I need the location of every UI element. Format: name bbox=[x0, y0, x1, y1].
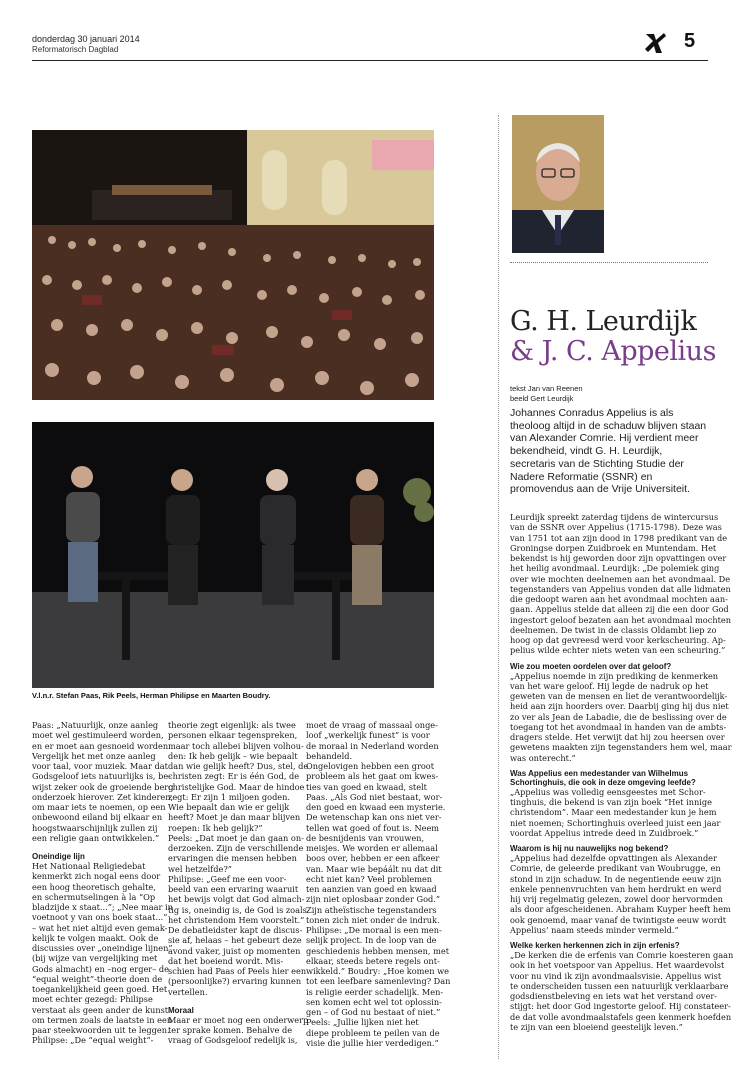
text-line: heid aan zijn hoorders over. Daarbij ging hij dus niet bbox=[510, 701, 729, 712]
text-line: Zijn atheïstische tegenstanders bbox=[306, 904, 437, 915]
text-line: die gedoopt waren aan het avondmaal mochten aan- bbox=[510, 594, 728, 604]
text-line: “equal weight”-theorie doen de bbox=[32, 973, 163, 984]
text-line: van. Maar wie bepáált nu dat dit bbox=[306, 863, 442, 874]
text-line: de besnijdenis van vrouwen, bbox=[306, 832, 425, 843]
text-line: Vergelijk het met onze aanleg bbox=[32, 750, 156, 761]
text-line: Godsgeloof iets natuurlijks is, be- bbox=[32, 771, 171, 782]
question-heading: Welke kerken herkennen zich in zijn erfenis? bbox=[510, 941, 680, 950]
text-line: ties van goed en kwaad, stelt bbox=[306, 781, 427, 792]
text-line: tonen zich niet onder de indruk. bbox=[306, 914, 440, 925]
text-line: bekendst is hij geworden door zijn opvattingen over bbox=[510, 553, 727, 563]
text-line: is religie eerder schadelijk. Men- bbox=[306, 986, 444, 997]
text-line: maar toch allebei blijven volhou- bbox=[168, 740, 304, 751]
text-line: paar steekwoorden uit te leggen. bbox=[32, 1025, 170, 1035]
text-line: Paas: „Natuurlijk, onze aanleg bbox=[32, 720, 159, 730]
text-line: van de SSNR over Appelius (1715-1798). Deze was bbox=[510, 522, 722, 533]
text-line: van 1751 tot aan zijn dood in 1798 predikant van de bbox=[510, 532, 728, 543]
text-line: ervaringen die mensen hebben bbox=[168, 853, 297, 864]
text-line: het bewijs volgt dat God almach- bbox=[168, 894, 305, 905]
text-line: tellen wat goed of fout is. Neem bbox=[306, 822, 440, 833]
text-line: sie af, helaas – het gebeurt deze bbox=[168, 935, 302, 946]
text-line: tig is, oneindig is, de God is zoals bbox=[168, 904, 307, 915]
text-line: kelijk te volgen maakt. Ook de bbox=[32, 932, 159, 943]
lead-paragraph: Johannes Conradus Appelius is als theoloog altijd in de schaduw blijven staan van Alexander Comrie. Hij verdient meer bekendheid, vindt G. H. Leurdijk, secretaris van de Stichting Studie der Nadere Reformatie (SSNR) en promovendus aan de Vrije Universiteit. bbox=[510, 407, 707, 496]
question-heading: Wie zou moeten oordelen over dat geloof? bbox=[510, 661, 672, 671]
text-line: gen – of God nu bestaat of niet.” bbox=[306, 1007, 441, 1017]
text-line: voordat Appelius intrede deed in Zuidbroek.” bbox=[510, 827, 699, 838]
text-line: over wie mochten deelnemen aan het avondmaal. De bbox=[510, 573, 731, 584]
article-column-right bbox=[510, 512, 734, 1032]
text-line: en er moet aan gesnoeid worden. bbox=[32, 740, 171, 751]
text-line: toegankelijkheid geen goed. Het bbox=[32, 984, 168, 994]
subheading: Moraal bbox=[168, 1005, 194, 1015]
text-line: „Appelius had dezelfde opvattingen als Alexander bbox=[510, 853, 717, 863]
photo-credit: beeld Gert Leurdijk bbox=[510, 394, 574, 403]
text-line: om termen zoals de laatste in een bbox=[32, 1014, 173, 1025]
text-line: een religie gaan ontwikkelen.” bbox=[32, 832, 160, 843]
publication-name: Reformatorisch Dagblad bbox=[32, 45, 119, 54]
portrait-photo bbox=[512, 115, 604, 253]
text-line: kenmerkt zich nogal eens door bbox=[32, 871, 161, 882]
text-line: – wat het niet altijd even gemak- bbox=[32, 922, 168, 933]
subheading: Oneindige lijn bbox=[32, 852, 85, 861]
text-line: als door afgescheidenen. Abraham Kuyper heeft hem bbox=[510, 904, 731, 915]
photo-caption: V.l.n.r. Stefan Paas, Rik Peels, Herman Philipse en Maarten Boudry. bbox=[32, 691, 271, 700]
text-line: christen zegt: Er is één God, de bbox=[168, 771, 300, 782]
text-line: stond in zijn schaduw. In de negentiende eeuw zijn bbox=[510, 873, 722, 884]
text-line: Paas. „Als God niet bestaat, wor- bbox=[306, 791, 443, 802]
text-line: voor taal, voor muziek. Maar dat bbox=[32, 761, 168, 771]
text-line: tinghuis, die bekend is van zijn boek “Het innige bbox=[510, 797, 712, 807]
article-column-1 bbox=[32, 720, 174, 1046]
text-line: ten aanzien van goed en kwaad bbox=[306, 884, 437, 894]
text-line: Comrie, de geleerde predikant van Woubrugge, en bbox=[510, 863, 721, 874]
text-line: ook genoemd, maar vanaf de twintigste eeuw wordt bbox=[510, 914, 727, 925]
text-line: hij vrij regelmatig gelezen, zowel door hervormden bbox=[510, 894, 723, 904]
headline-line-1: G. H. Leurdijk bbox=[510, 306, 697, 337]
text-line: roepen: Ik heb gelijk?” bbox=[168, 822, 263, 833]
text-line: gaan. Appelius stelde dat alleen zij die een door God bbox=[510, 604, 729, 615]
text-line: geschiedenis hebben mensen, met bbox=[306, 945, 450, 956]
text-line: sen komen echt wel tot oplossin- bbox=[306, 996, 442, 1007]
text-line: vraag of Godsgeloof redelijk is, bbox=[168, 1035, 298, 1046]
text-line: selijk project. In de loop van de bbox=[306, 935, 437, 946]
text-line: loof „werkelijk funest” is voor bbox=[306, 730, 430, 741]
text-line: Peels: „Dat moet je dan gaan on- bbox=[168, 832, 304, 843]
text-line: dat het boeiend wordt. Mis- bbox=[168, 955, 284, 966]
text-line: zijn niet oplosbaar zonder God.” bbox=[306, 894, 441, 905]
text-line: stijgt: het door God ingestorte geloof. Hij constateer- bbox=[510, 1001, 731, 1012]
text-line: beeld van een ervaring waaruit bbox=[168, 884, 299, 894]
article-column-3 bbox=[306, 720, 451, 1048]
text-line: De debatleidster kapt de discus- bbox=[168, 925, 303, 935]
text-line: het christendom Hem voorstelt.” bbox=[168, 914, 305, 925]
text-line: vertellen. bbox=[168, 986, 208, 997]
text-line: tot een leefbare samenleving? Dan bbox=[306, 976, 451, 987]
text-line: behandeld. bbox=[306, 750, 353, 761]
text-line: toegang tot het avondmaal in handen van de ambts- bbox=[510, 721, 727, 732]
text-line: de dat volle avondmaalstafels geen kenmerk hoefden bbox=[510, 1011, 732, 1022]
text-line: Peels: „Jullie lijken niet het bbox=[306, 1017, 419, 1028]
text-line: wel hetzelfde?” bbox=[168, 863, 232, 874]
text-line: onbewoond eiland bij elkaar en bbox=[32, 812, 163, 823]
question-heading: Was Appelius een medestander van Wilhelmus bbox=[510, 768, 689, 778]
text-line: onderzoek hierover. Zet kinderen, bbox=[32, 791, 174, 802]
headline-line-2: & J. C. Appelius bbox=[510, 336, 716, 367]
question-heading: Waarom is hij nu nauwelijks nog bekend? bbox=[510, 844, 669, 853]
text-line: elkaar, steeds betere regels ont- bbox=[306, 955, 440, 966]
text-line: verstaat als geen ander de kunst bbox=[32, 1004, 169, 1015]
text-line: te onderscheiden tussen een natuurlijk verklaarbare bbox=[510, 980, 729, 991]
text-line: Philipse: „Geef me een voor- bbox=[168, 873, 287, 884]
text-line: christelijke God. Maar de hindoe bbox=[168, 781, 305, 792]
text-line: gewetens maakten zijn tegenstanders hem wel, maar bbox=[510, 742, 732, 753]
header-rule bbox=[32, 60, 708, 61]
text-line: Het Nationaal Religiedebat bbox=[32, 861, 146, 871]
audience-photo-scene bbox=[32, 130, 434, 400]
text-line: moet wel gestimuleerd worden, bbox=[32, 730, 164, 741]
text-line: te zijn van een bloeiend geestelijk leven.” bbox=[510, 1021, 683, 1032]
text-line: visie die jullie hier verdedigen.” bbox=[306, 1037, 439, 1048]
text-line: zo ver als Jean de Labadie, die de beslissing over de bbox=[510, 711, 727, 722]
text-line: het heilig avondmaal. Leurdijk: „De polemiek ging bbox=[510, 563, 720, 574]
text-line: echt niet kan? Veel problemen bbox=[306, 873, 433, 884]
text-line: hoog op dat gevreesd werd voor kerkscheuring. Ap- bbox=[510, 635, 726, 645]
text-line: meisjes. We worden er allemaal bbox=[306, 843, 438, 853]
panel-photo-scene bbox=[32, 422, 434, 688]
portrait-scene bbox=[512, 115, 604, 253]
text-line: Philipse: „De “equal weight”- bbox=[32, 1035, 154, 1046]
text-line: was onterecht.” bbox=[510, 752, 576, 763]
text-line: boos over, hebben er een afkeer bbox=[306, 853, 440, 864]
text-line: wijst zeker ook de groeiende berg bbox=[32, 781, 174, 792]
text-line: pelius wilde echter niets weten van een scheuring.” bbox=[510, 645, 726, 656]
text-line: derzoeken. Zijn de verschillende bbox=[168, 843, 304, 853]
text-line: om maar iets te noemen, op een bbox=[32, 802, 166, 812]
panel-photo bbox=[32, 422, 434, 688]
text-line: tegenstanders van Appelius vonden dat alle lidmaten bbox=[510, 583, 731, 594]
text-line: (persoonlijke?) ervaring kunnen bbox=[168, 976, 302, 987]
text-line: avond vaker, juist op momenten bbox=[168, 945, 301, 956]
text-line: Philipse: „De moraal is een men- bbox=[306, 925, 442, 935]
text-line: „Appelius noemde in zijn prediking de kenmerken bbox=[510, 670, 719, 681]
text-line: Leurdijk spreekt zaterdag tijdens de wintercursus bbox=[510, 512, 719, 522]
text-line: niet noemen; Schortinghuis overleed juist een jaar bbox=[510, 817, 721, 828]
page-number: 5 bbox=[684, 30, 696, 52]
text-line: Groningse dorpen Zuidbroek en Muntendam. Het bbox=[510, 542, 717, 553]
text-line: deelnemen. De twist in de classis Oldambt liep zo bbox=[510, 624, 717, 635]
text-line: Appelius’ naam steeds minder vermeld.” bbox=[510, 924, 679, 935]
column-divider bbox=[498, 115, 499, 1059]
text-line: Gods almacht) en –nog erger– de bbox=[32, 963, 170, 974]
text-line: dragers stelde. Het verwijt dat hij zou heersen over bbox=[510, 732, 725, 742]
text-line: heeft? Moet je dan maar blijven bbox=[168, 812, 301, 823]
text-line: den goed en kwaad een mysterie. bbox=[306, 802, 446, 812]
text-line: personen elkaar tegenspreken, bbox=[168, 730, 298, 741]
text-line: enkele pennenvruchten van hem herdrukt en werd bbox=[510, 883, 722, 894]
text-line: „De kerken die de erfenis van Comrie koesteren gaan bbox=[510, 950, 734, 960]
text-line: theorie zegt eigenlijk: als twee bbox=[168, 720, 296, 730]
text-line: christendom”. Maar een medestander kun je hem bbox=[510, 807, 717, 818]
question-heading: Schortinghuis, die ook in deze omgeving leefde? bbox=[510, 777, 696, 787]
text-line: ingestort geloof bezaten aan het avondmaal mochten bbox=[510, 614, 732, 625]
newspaper-logo-icon bbox=[644, 32, 668, 54]
text-line: voetnoot y van ons boek staat...” bbox=[32, 912, 168, 923]
text-line: bladzijde x staat...”; „Nee maar in bbox=[32, 902, 173, 912]
text-line: diepe probleem te peilen van de bbox=[306, 1027, 440, 1038]
text-line: van het ware geloof. Hij legde de nadruk op het bbox=[510, 680, 709, 691]
text-line: dan wie gelijk heeft? Dus, stel, de bbox=[168, 761, 309, 771]
text-line: een hoog theoretisch gehalte, bbox=[32, 881, 156, 892]
text-line: voor nu vind ik zijn avondmaalsvisie. Appelius wist bbox=[510, 970, 722, 981]
dotted-rule bbox=[510, 262, 708, 263]
text-line: zegt: Er zijn 1 miljoen goden. bbox=[168, 791, 291, 802]
text-line: schien had Paas of Peels hier een bbox=[168, 966, 307, 976]
text-line: Wie bepaalt dan wie er gelijk bbox=[168, 802, 290, 812]
text-line: moet echter gezegd: Philipse bbox=[32, 994, 153, 1005]
audience-photo bbox=[32, 130, 434, 400]
text-line: godsdienstbeleving en iets wat het verstand over- bbox=[510, 991, 718, 1001]
text-line: de moraal in Nederland worden bbox=[306, 740, 439, 751]
text-line: Maar er moet nog een onderwerp bbox=[168, 1014, 309, 1025]
text-line: ter sprake komen. Behalve de bbox=[168, 1025, 293, 1035]
text-line: discussies over „oneindige lijnen” bbox=[32, 943, 173, 953]
article-column-2 bbox=[168, 720, 309, 1046]
text-line: geweten van de mensen en liet de verantwoordelijk- bbox=[510, 691, 728, 701]
text-line: probleem als het gaat om kwes- bbox=[306, 771, 439, 782]
text-line: wikkeld.” Boudry: „Hoe komen we bbox=[306, 966, 449, 976]
text-line: De wetenschap kan ons niet ver- bbox=[306, 812, 442, 823]
text-line: Ongelovigen hebben een groot bbox=[306, 761, 435, 771]
text-line: moet de vraag of massaal onge- bbox=[306, 720, 438, 730]
text-credit: tekst Jan van Reenen bbox=[510, 384, 583, 393]
text-line: (bij wijze van vergelijking met bbox=[32, 953, 158, 964]
text-line: en schermutselingen à la “Op bbox=[32, 891, 156, 902]
text-line: den: Ik heb gelijk – wie bepaalt bbox=[168, 750, 298, 761]
issue-date: donderdag 30 januari 2014 bbox=[32, 34, 140, 44]
text-line: ook in het voetspoor van Appelius. Het waardevolst bbox=[510, 960, 725, 971]
text-line: hoogstwaarschijnlijk zullen zij bbox=[32, 822, 158, 833]
text-line: „Appelius was volledig eensgeestes met Schor- bbox=[510, 786, 706, 797]
